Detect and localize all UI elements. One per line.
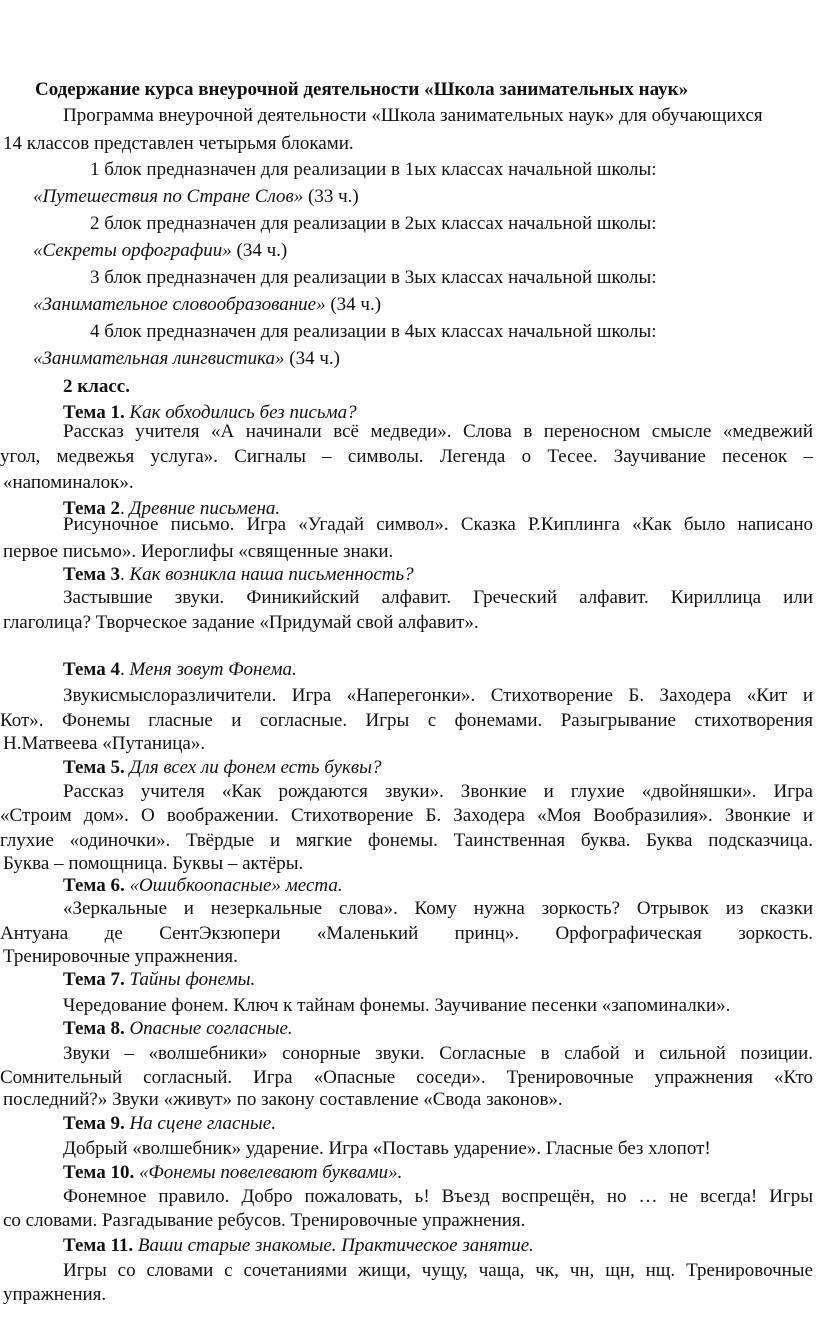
topic-9-heading bbox=[63, 1114, 276, 1133]
topic-10-title: «Фонемы повелевают буквами». bbox=[138, 1162, 403, 1183]
block-1-name-line bbox=[33, 187, 359, 206]
topic-1-label: Тема 1. bbox=[63, 402, 125, 423]
topic-5-line-2-wrap bbox=[0, 806, 813, 825]
topic-3-line-1: Застывшие звуки. Финикийский алфавит. Греческий алфавит. Кириллица или bbox=[63, 587, 813, 608]
topic-10-line-2: со словами. Разгадывание ребусов. Тренировочные упражнения. bbox=[3, 1210, 526, 1231]
topic-10-line-1-wrap bbox=[63, 1187, 813, 1206]
topic-5-label: Тема 5. bbox=[63, 757, 125, 778]
topic-4-sep: . bbox=[119, 659, 130, 680]
topic-3-sep: . bbox=[119, 564, 130, 585]
topic-5-title: Для всех ли фонем есть буквы? bbox=[129, 757, 382, 778]
block-4-text: 4 блок предназначен для реализации в 4ых классах начальной школы: bbox=[90, 321, 657, 342]
topic-5-line-3: глухие «одиночки». Твёрдые и мягкие фонемы. Таинственная буква. Буква подсказчица. bbox=[0, 830, 813, 851]
topic-4-line-2-wrap bbox=[0, 711, 813, 730]
topic-6-line-2: Антуана де СентЭкзюпери «Маленький принц». Орфографическая зоркость. bbox=[0, 923, 813, 944]
topic-5-line-1: Рассказ учителя «Как рождаются звуки». Звонкие и глухие «двойняшки». Игра bbox=[63, 781, 813, 802]
topic-3-heading bbox=[63, 565, 414, 584]
topic-8-line-2: Сомнительный согласный. Игра «Опасные соседи». Тренировочные упражнения «Кто bbox=[0, 1067, 813, 1088]
topic-11-heading bbox=[63, 1236, 534, 1255]
topic-4-line-1: Звукисмыслоразличители. Игра «Наперегонки». Стихотворение Б. Заходера «Кит и bbox=[63, 685, 813, 706]
block-4-hours: (34 ч.) bbox=[284, 348, 340, 369]
topic-1-line-1: Рассказ учителя «А начинали всё медведи». Слова в переносном смысле «медвежий bbox=[63, 421, 813, 442]
topic-3-label: Тема 3 bbox=[63, 564, 120, 585]
topic-8-line-3: последний?» Звуки «живут» по закону составление «Свода законов». bbox=[3, 1089, 563, 1110]
topic-9-title: На сцене гласные. bbox=[129, 1113, 276, 1134]
block-3-hours: (34 ч.) bbox=[325, 294, 382, 315]
topic-5-heading bbox=[63, 758, 381, 777]
topic-4-label: Тема 4 bbox=[63, 659, 120, 680]
topic-7-label: Тема 7. bbox=[63, 969, 125, 990]
topic-8-line-1-wrap bbox=[63, 1044, 813, 1063]
topic-5-line-1-wrap bbox=[63, 782, 813, 801]
topic-6-line-1: «Зеркальные и незеркальные слова». Кому нужна зоркость? Отрывок из сказки bbox=[63, 898, 813, 919]
block-2-name-line bbox=[33, 241, 287, 260]
topic-11-line-1-wrap bbox=[63, 1261, 813, 1280]
topic-6-line-1-wrap bbox=[63, 899, 813, 918]
topic-6-line-3: Тренировочные упражнения. bbox=[3, 946, 238, 967]
topic-3-title: Как возникла наша письменность? bbox=[129, 564, 414, 585]
topic-9-label: Тема 9. bbox=[63, 1113, 125, 1134]
topic-11-label: Тема 11. bbox=[63, 1235, 134, 1256]
topic-7-title: Тайны фонемы. bbox=[129, 969, 256, 990]
topic-2-line-1: Рисуночное письмо. Игра «Угадай символ». Сказка Р.Киплинга «Как было написано bbox=[63, 514, 813, 535]
topic-11-line-2: упражнения. bbox=[3, 1284, 107, 1305]
topic-8-heading bbox=[63, 1019, 293, 1038]
topic-5-line-2: «Строим дом». О воображении. Стихотворение Б. Заходера «Моя Вообразилия». Звонкие и bbox=[0, 805, 813, 826]
topic-6-heading bbox=[63, 876, 343, 895]
topic-4-line-1-wrap bbox=[63, 686, 813, 705]
topic-1-line-1-wrap bbox=[63, 422, 813, 441]
document-title: Содержание курса внеурочной деятельности «Школа занимательных наук» bbox=[35, 79, 689, 100]
block-4-name: «Занимательная лингвистика» bbox=[33, 348, 285, 369]
topic-8-line-1: Звуки – «волшебники» сонорные звуки. Согласные в слабой и сильной позиции. bbox=[63, 1043, 813, 1064]
topic-2-line-2: первое письмо». Иероглифы «священные знаки. bbox=[3, 541, 394, 562]
topic-10-line-1: Фонемное правило. Добро пожаловать, ь! Въезд воспрещён, но … не всегда! Игры bbox=[63, 1186, 813, 1207]
topic-8-label: Тема 8. bbox=[63, 1018, 125, 1039]
topic-1-line-3: «напоминалок». bbox=[3, 472, 134, 493]
topic-5-line-4: Буква – помощница. Буквы – актёры. bbox=[3, 853, 304, 874]
topic-6-line-2-wrap bbox=[0, 924, 813, 943]
block-4-name-line bbox=[33, 349, 340, 368]
block-1-hours: (33 ч.) bbox=[303, 186, 359, 207]
block-3-text: 3 блок предназначен для реализации в 3ых классах начальной школы: bbox=[90, 267, 657, 288]
topic-10-heading bbox=[63, 1163, 402, 1182]
topic-6-label: Тема 6. bbox=[63, 875, 125, 896]
topic-7-line-1: Чередование фонем. Ключ к тайнам фонемы. Заучивание песенки «запоминалки». bbox=[63, 995, 731, 1016]
block-2-hours: (34 ч.) bbox=[231, 240, 288, 261]
topic-10-label: Тема 10. bbox=[63, 1162, 135, 1183]
topic-2-sep: . bbox=[119, 498, 130, 519]
block-3-name: «Занимательное словообразование» bbox=[33, 294, 326, 315]
topic-7-heading bbox=[63, 970, 255, 989]
topic-3-line-2: глаголица? Творческое задание «Придумай свой алфавит». bbox=[3, 612, 479, 633]
block-3-name-line bbox=[33, 295, 381, 314]
topic-5-line-3-wrap bbox=[0, 831, 813, 850]
block-2-text: 2 блок предназначен для реализации в 2ых классах начальной школы: bbox=[90, 213, 657, 234]
topic-11-title: Ваши старые знакомые. Практическое занятие. bbox=[137, 1235, 534, 1256]
topic-2-line-1-wrap bbox=[63, 515, 813, 534]
block-1-text: 1 блок предназначен для реализации в 1ых классах начальной школы: bbox=[90, 159, 657, 180]
topic-1-line-2: угол, медвежья услуга». Сигналы – символы. Легенда о Тесее. Заучивание песенок – bbox=[0, 446, 813, 467]
topic-8-line-2-wrap bbox=[0, 1068, 813, 1087]
topic-1-heading bbox=[63, 403, 357, 422]
block-2-name: «Секреты орфографии» bbox=[33, 240, 232, 261]
intro-line-1: Программа внеурочной деятельности «Школа занимательных наук» для обучающихся bbox=[63, 105, 763, 126]
block-1-name: «Путешествия по Стране Слов» bbox=[33, 186, 304, 207]
topic-4-heading bbox=[63, 660, 297, 679]
topic-6-title: «Ошибкоопасные» места. bbox=[129, 875, 343, 896]
intro-line-2: 14 классов представлен четырьмя блоками. bbox=[3, 133, 354, 154]
topic-9-line-1: Добрый «волшебник» ударение. Игра «Поставь ударение». Гласные без хлопот! bbox=[63, 1138, 711, 1159]
topic-8-title: Опасные согласные. bbox=[129, 1018, 293, 1039]
topic-4-line-2: Кот». Фонемы гласные и согласные. Игры с фонемами. Разыгрывание стихотворения bbox=[0, 710, 813, 731]
topic-2-title: Древние письмена. bbox=[129, 498, 281, 519]
grade-heading: 2 класс. bbox=[63, 376, 130, 397]
topic-1-line-2-wrap bbox=[0, 447, 813, 466]
topic-4-line-3: Н.Матвеева «Путаница». bbox=[3, 733, 206, 754]
topic-3-line-1-wrap bbox=[63, 588, 813, 607]
topic-1-title: Как обходились без письма? bbox=[129, 402, 357, 423]
topic-4-title: Меня зовут Фонема. bbox=[129, 659, 297, 680]
topic-2-label: Тема 2 bbox=[63, 498, 120, 519]
topic-11-line-1: Игры со словами с сочетаниями жищи, чущу, чаща, чк, чн, щн, нщ. Тренировочные bbox=[63, 1260, 813, 1281]
